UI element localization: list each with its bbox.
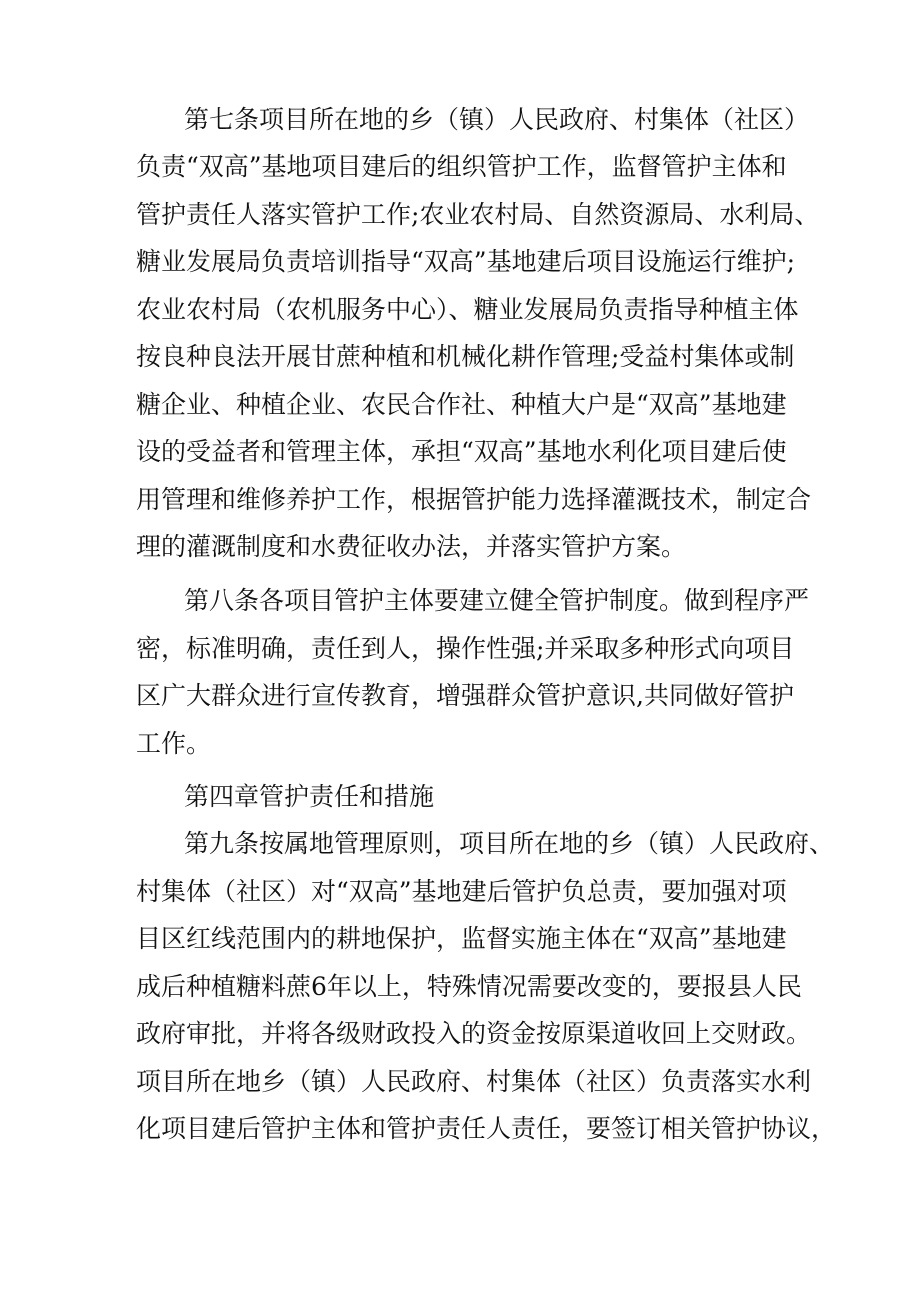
- article-8-line-4: 工作。: [136, 729, 212, 758]
- article-7-line-4: 糖业发展局负责培训指导“双高”基地建后项目设施运行维护;: [136, 247, 795, 276]
- chapter-4-heading: 第四章管护责任和措施: [184, 782, 435, 811]
- article-7-line-1: 第七条项目所在地的乡（镇）人民政府、村集体（社区）: [184, 105, 810, 134]
- article-7-line-7: 糖企业、种植企业、农民合作社、种植大户是“双高”基地建: [136, 390, 787, 419]
- article-7-line-3: 管护责任人落实管护工作;农业农村局、自然资源局、水利局、: [136, 200, 820, 229]
- article-9-line-1: 第九条按属地管理原则，项目所在地的乡（镇）人民政府、: [184, 829, 835, 858]
- article-9-line-6: 项目所在地乡（镇）人民政府、村集体（社区）负责落实水利: [136, 1067, 812, 1096]
- article-9-line-3: 目区红线范围内的耕地保护，监督实施主体在“双高”基地建: [136, 924, 787, 953]
- article-7-line-8: 设的受益者和管理主体，承担“双高”基地水利化项目建后使: [136, 437, 787, 466]
- article-8-line-3: 区广大群众进行宣传教育，增强群众管护意识,共同做好管护: [136, 681, 794, 710]
- article-9-line-5: 政府审批，并将各级财政投入的资金按原渠道收回上交财政。: [136, 1019, 812, 1048]
- article-8-line-2: 密，标准明确，责任到人，操作性强;并采取多种形式向项目: [136, 634, 795, 663]
- article-7-line-5: 农业农村局（农机服务中心）、糖业发展局负责指导种植主体: [136, 295, 799, 324]
- article-9-line-4: 成后种植糖料蔗6年以上，特殊情况需要改变的，要报县人民: [136, 972, 802, 1001]
- article-7-line-9: 用管理和维修养护工作，根据管护能力选择灌溉技术，制定合: [136, 485, 812, 514]
- article-8-line-1: 第八条各项目管护主体要建立健全管护制度。做到程序严: [184, 586, 810, 615]
- article-7-line-10: 理的灌溉制度和水费征收办法，并落实管护方案。: [136, 532, 687, 561]
- article-9-line-2: 村集体（社区）对“双高”基地建后管护负总责，要加强对项: [136, 877, 787, 906]
- article-7-line-2: 负责“双高”基地项目建后的组织管护工作，监督管护主体和: [136, 152, 787, 181]
- article-7-line-6: 按良种良法开展甘蔗种植和机械化耕作管理;受益村集体或制: [136, 342, 795, 371]
- article-9-line-7: 化项目建后管护主体和管护责任人责任，要签订相关管护协议，: [136, 1114, 837, 1143]
